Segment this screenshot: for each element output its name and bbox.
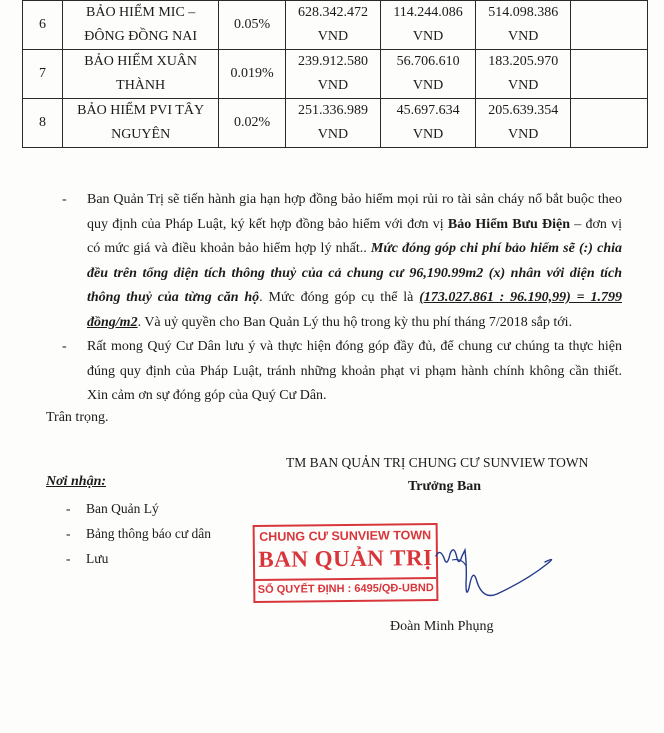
fee-formula: (173.027.861 : 96.190,99) = 1.799 đồng/m2 [87, 290, 622, 330]
signing-organization: TM BAN QUẢN TRỊ CHUNG CƯ SUNVIEW TOWN [286, 455, 589, 470]
row-number: 6 [23, 1, 63, 50]
insurer-name: BẢO HIỂM XUÂN THÀNH [62, 50, 219, 99]
signer-name: Đoàn Minh Phụng [390, 619, 494, 634]
notice-paragraph-request: - Rất mong Quý Cư Dân lưu ý và thực hiện đóng góp đầy đủ, để chung cư chúng ta thực hiện đúng quy định của Pháp Luật, tránh những khoản phạt vi phạm hành chính không cần thiết. Xin cảm ơn sự đóng góp của Quý Cư Dân. [62, 335, 622, 409]
insurer-name: BẢO HIỂM MIC – ĐÔNG ĐỒNG NAI [62, 1, 219, 50]
bullet-dash: - [62, 339, 67, 354]
list-item: - Bảng thông báo cư dân [66, 526, 212, 541]
amount-cell: 239.912.580 VND [285, 50, 380, 99]
amount-cell: 114.244.086 VND [381, 1, 476, 50]
amount-cell: 45.697.634 VND [381, 99, 476, 148]
stamp-line-1: CHUNG CƯ SUNVIEW TOWN [259, 528, 432, 544]
stamp-line-3: SỐ QUYẾT ĐỊNH : 6495/QĐ-UBND [257, 582, 434, 596]
amount-cell: 514.098.386 VND [476, 1, 571, 50]
recipients-title: Nơi nhận: [46, 474, 107, 489]
bullet-dash: - [62, 192, 67, 207]
signer-role: Trưởng Ban [408, 479, 482, 494]
amount-cell: 183.205.970 VND [476, 50, 571, 99]
amount-cell: 628.342.472 VND [285, 1, 380, 50]
notice-paragraph-renewal: - Ban Quản Trị sẽ tiến hành gia hạn hợp đồng bảo hiểm mọi rủi ro tài sản cháy nổ bắt buộc theo quy định của Pháp Luật, ký kết hợp đồng bảo hiểm với đơn vị Bảo Hiểm Bưu Điện – đơn vị có mức giá và điều khoản bảo hiểm hợp lý nhất.. Mức đóng góp chi phí bảo hiểm sẽ (:) chia đều trên tổng diện tích thông thuỷ của cả chung cư 96,190.99m2 (x) nhân với diện tích thông thuỷ của từng căn hộ. Mức đóng góp cụ thể là (173.027.861 : 96.190,99) = 1.799 đồng/m2. Và uỷ quyền cho Ban Quản Lý thu hộ trong kỳ thu phí tháng 7/2018 sắp tới. [62, 188, 622, 335]
fee-rule: Mức đóng góp chi phí bảo hiểm sẽ (:) chia đều trên tổng diện tích thông thuỷ của cả chung cư 96,190.99m2 (x) nhân với diện tích thông thuỷ của từng căn hộ [87, 241, 622, 305]
row-number: 8 [23, 99, 63, 148]
rate-cell: 0.02% [219, 99, 285, 148]
amount-cell: 205.639.354 VND [476, 99, 571, 148]
rate-cell: 0.019% [219, 50, 285, 99]
amount-cell: 251.336.989 VND [285, 99, 380, 148]
stamp-line-2: BAN QUẢN TRỊ [258, 545, 433, 572]
list-item: - Ban Quản Lý [66, 501, 159, 516]
list-item: - Lưu [66, 551, 109, 566]
closing-line: Trân trọng. [46, 410, 109, 425]
insurer-name: BẢO HIỂM PVI TÂY NGUYÊN [62, 99, 219, 148]
rate-cell: 0.05% [219, 1, 285, 50]
amount-cell: 56.706.610 VND [381, 50, 476, 99]
row-number: 7 [23, 50, 63, 99]
insurer-highlight: Bảo Hiểm Bưu Điện [447, 216, 571, 232]
